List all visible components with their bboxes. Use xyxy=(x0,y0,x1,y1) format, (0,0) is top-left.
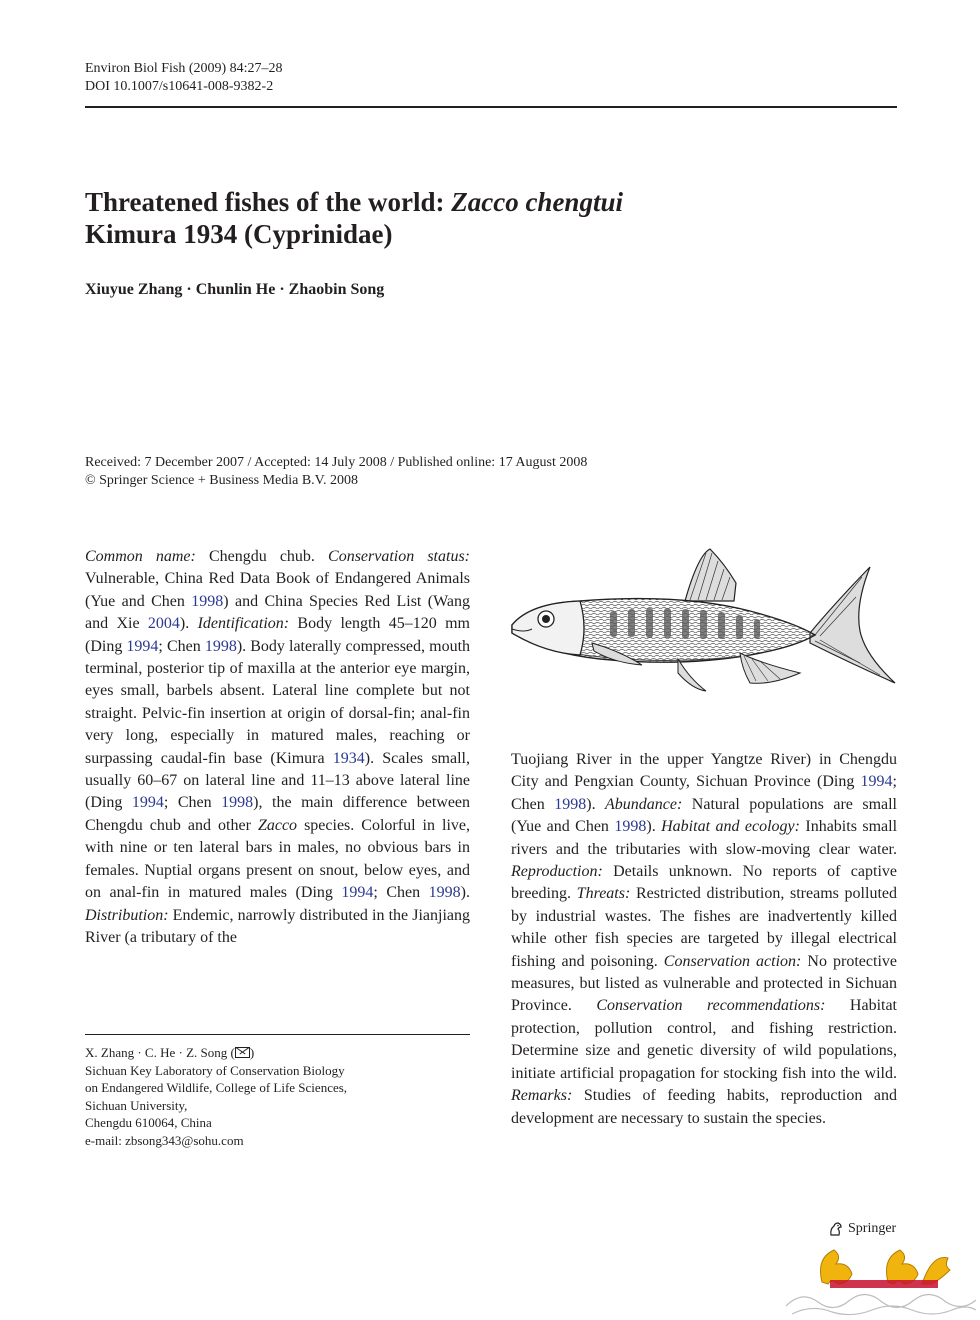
body-text: Tuojiang River in the upper Yangtze River) in Chengdu City and Pengxian County, Sichuan Province (Ding xyxy=(511,751,897,791)
section-heading: Common name: xyxy=(85,548,196,565)
body-text: ; Chen xyxy=(373,884,429,902)
body-text: ). xyxy=(586,795,606,813)
body-text-right xyxy=(511,749,897,1130)
author-name: Xiuyue Zhang xyxy=(85,281,183,298)
copyright-icon: © xyxy=(85,473,100,488)
section-heading: Conservation recommendations: xyxy=(596,997,826,1015)
section-heading: Identification: xyxy=(197,615,290,633)
body-text: ). Scales small, usually 60–67 on lateral line and 11–13 above lateral line (Ding xyxy=(85,749,470,812)
citation-link[interactable]: 1998 xyxy=(614,818,647,836)
author-separator: · xyxy=(275,281,289,298)
doi[interactable]: DOI 10.1007/s10641-008-9382-2 xyxy=(85,79,274,94)
section-heading: Conservation status: xyxy=(328,548,470,565)
citation-link[interactable]: 1998 xyxy=(191,592,224,610)
affiliation-line: on Endangered Wildlife, College of Life Sciences, xyxy=(85,1080,348,1095)
affiliation-names-text: X. Zhang · C. He · Z. Song ( xyxy=(85,1045,235,1060)
body-text: Natural populations are small (Yue and Chen xyxy=(511,795,898,836)
body-text: species. Colorful in live, with nine or ten lateral bars in males, no obvious bars in females. Nuptial organs present on snout, below eyes, and on anal-fin in matured males (Ding xyxy=(85,816,470,902)
envelope-icon[interactable] xyxy=(235,1047,250,1058)
body-text: Vulnerable, China Red Data Book of Endangered Animals (Yue and Chen xyxy=(85,570,470,610)
body-text: ). xyxy=(646,818,662,836)
title-species: Zacco chengtui xyxy=(451,187,623,217)
section-heading: Threats: xyxy=(576,885,631,903)
section-heading: Abundance: xyxy=(605,795,683,813)
author-name: Zhaobin Song xyxy=(288,281,385,298)
body-text: ). Body laterally compressed, mouth terminal, posterior tip of maxilla at the anterior eye margin, eyes small, barbels absent. Lateral line complete but not straight. Pelvic-fin insertion at origin of dorsal-fin; anal-fin very long, especially in matured males, reaching or surpassing caudal-fin base (Kimura xyxy=(85,637,471,767)
citation-link[interactable]: 1998 xyxy=(204,637,237,655)
body-text: Endemic, narrowly distributed in the Jianjiang River (a tributary of the xyxy=(85,906,470,946)
affiliation-line: Chengdu 610064, China xyxy=(85,1115,212,1130)
affiliation-names-end: ) xyxy=(249,1045,255,1060)
affiliation-names xyxy=(85,1044,470,1062)
section-heading: Reproduction: xyxy=(511,863,603,881)
citation-link[interactable]: 1994 xyxy=(126,637,159,655)
section-heading: Habitat and ecology: xyxy=(661,818,800,836)
affiliation-line: Sichuan Key Laboratory of Conservation Biology xyxy=(85,1062,345,1078)
email[interactable]: e-mail: zbsong343@sohu.com xyxy=(85,1132,244,1148)
author-affiliation xyxy=(85,1044,470,1149)
body-text: Details unknown. No reports of captive breeding. xyxy=(511,863,897,903)
affiliation-line: Sichuan University, xyxy=(85,1097,188,1113)
citation-link[interactable]: 1998 xyxy=(428,884,461,902)
citation-link[interactable]: 1994 xyxy=(131,794,164,812)
citation-link[interactable]: 1994 xyxy=(860,773,893,791)
journal-citation: Environ Biol Fish (2009) 84:27–28 xyxy=(85,61,283,76)
body-text: ; Chen xyxy=(163,794,222,812)
citation-link[interactable]: 1998 xyxy=(221,794,254,812)
article-title xyxy=(85,186,897,250)
received-accepted-line: Received: 7 December 2007 / Accepted: 14 July 2008 / Published online: 17 August 2008 xyxy=(85,455,588,470)
publisher-name: Springer xyxy=(848,1221,897,1236)
decorative-watermark-icon xyxy=(782,1244,978,1318)
publisher-logo xyxy=(828,1221,896,1237)
body-text: ). xyxy=(179,615,198,633)
author-name: Chunlin He xyxy=(195,281,276,298)
citation-link[interactable]: 1934 xyxy=(332,749,365,767)
body-text: Habitat protection, pollution control, and fishing restriction. Determine size and genetic diversity of wild populations, initiate artificial propagation for stocking fish into the wild. xyxy=(511,997,897,1082)
body-text: Chengdu chub. xyxy=(195,548,329,565)
title-prefix: Threatened fishes of the world: xyxy=(85,187,452,217)
body-text: ; Chen xyxy=(511,773,897,813)
citation-link[interactable]: 1994 xyxy=(341,884,374,902)
section-heading: Conservation action: xyxy=(663,952,802,970)
header-divider xyxy=(85,106,897,108)
body-text-left xyxy=(85,546,470,949)
body-text: ), the main difference between Chengdu chub and other xyxy=(85,794,471,834)
citation-link[interactable]: 2004 xyxy=(147,615,180,633)
body-text: Restricted distribution, streams polluted by industrial wastes. The fishes are inadvertently killed while other fish species are targeted by illegal electrical fishing and poisoning. xyxy=(511,885,897,970)
title-suffix: Kimura 1934 (Cyprinidae) xyxy=(85,219,393,249)
copyright-text: Springer Science + Business Media B.V. 2008 xyxy=(99,473,358,488)
body-text: Body length 45–120 mm (Ding xyxy=(85,615,471,655)
citation-link[interactable]: 1998 xyxy=(554,795,587,813)
body-text: No protective measures, but listed as vulnerable and protected in Sichuan Province. xyxy=(511,952,897,1015)
body-text: ; Chen xyxy=(158,637,205,655)
section-heading: Distribution: xyxy=(85,906,169,924)
genus-name: Zacco xyxy=(257,816,298,834)
author-separator: · xyxy=(182,281,196,298)
author-list xyxy=(85,281,384,299)
copyright-line xyxy=(85,472,587,490)
section-heading: Remarks: xyxy=(511,1087,573,1105)
publication-dates xyxy=(85,454,587,490)
body-text: ) and China Species Red List (Wang and Xie xyxy=(85,592,471,633)
body-text: Inhabits small rivers and the tributaries with slow-moving clear water. xyxy=(511,818,898,858)
fish-figure xyxy=(510,543,896,703)
footnote-divider xyxy=(85,1034,470,1035)
fish-illustration-icon xyxy=(510,543,896,703)
springer-horse-icon xyxy=(828,1221,844,1237)
body-text: ). xyxy=(460,884,470,902)
body-text: Studies of feeding habits, reproduction and development are necessary to sustain the species. xyxy=(511,1087,897,1127)
journal-header xyxy=(85,60,283,96)
